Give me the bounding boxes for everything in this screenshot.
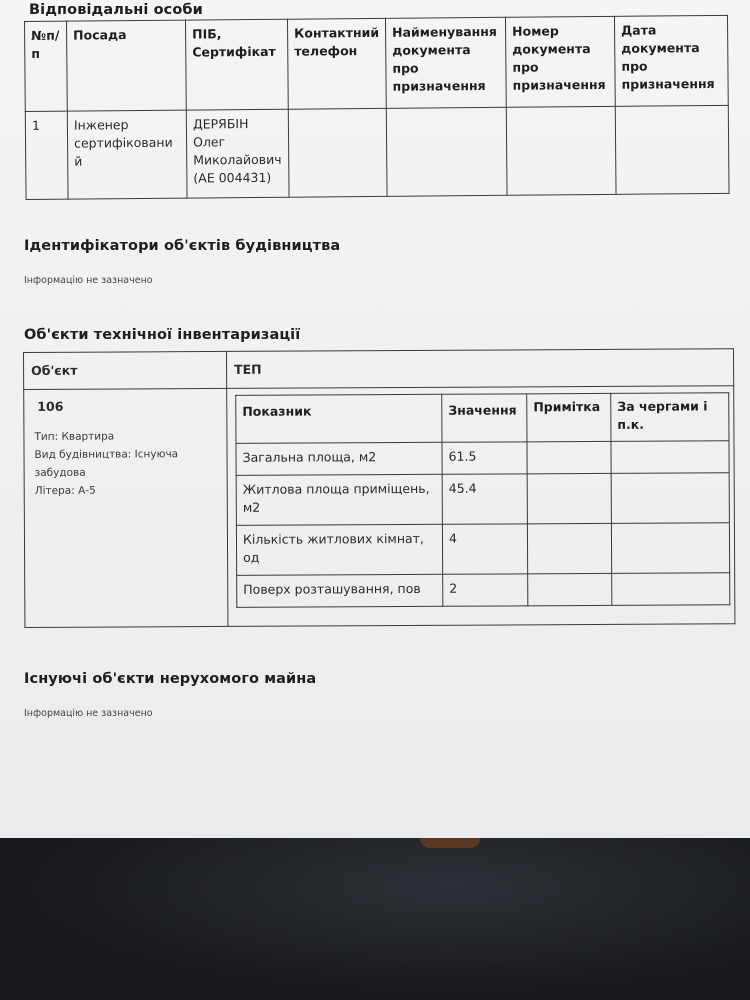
object-cell bbox=[24, 388, 228, 627]
table-row bbox=[236, 523, 729, 576]
col-header-indicator: Показник bbox=[236, 394, 442, 443]
note bbox=[527, 523, 611, 573]
stage bbox=[611, 473, 729, 524]
col-header-phone: Контактний телефон bbox=[287, 18, 386, 109]
identifiers-title: Ідентифікатори об'єктів будівництва bbox=[24, 238, 341, 254]
col-header-doc-number: Номер документа про призначення bbox=[505, 16, 615, 107]
col-header-doc-name: Найменування документа про призначення bbox=[385, 17, 506, 108]
col-header-stage: За чергами і п.к. bbox=[611, 393, 729, 442]
object-construction: забудова bbox=[34, 466, 86, 479]
tep-table bbox=[235, 392, 730, 608]
object-construction: Вид будівництва: Існуюча bbox=[34, 448, 179, 461]
table-row bbox=[237, 573, 730, 608]
identifiers-note: Інформацію не зазначено bbox=[24, 275, 153, 286]
col-header-position: Посада bbox=[67, 20, 187, 111]
object-number: 106 bbox=[37, 398, 64, 414]
note bbox=[527, 473, 611, 523]
table-header-row bbox=[25, 15, 729, 111]
object-type: Тип: Квартира bbox=[34, 430, 115, 443]
inventory-table bbox=[23, 348, 735, 628]
name-line: ДЕРЯБІН bbox=[192, 116, 249, 132]
value: 45.4 bbox=[442, 474, 527, 524]
col-header-number: №п/п bbox=[25, 21, 68, 111]
cell-phone bbox=[288, 108, 387, 197]
stage bbox=[611, 523, 729, 574]
col-header-value: Значення bbox=[442, 394, 527, 442]
certificate: (АЕ 004431) bbox=[193, 169, 272, 186]
cell-number: 1 bbox=[25, 111, 68, 199]
responsible-persons-table bbox=[24, 15, 730, 200]
col-header-doc-date: Дата документа про призначення bbox=[614, 15, 728, 106]
object-letter: Літера: А-5 bbox=[34, 484, 96, 497]
tep-cell bbox=[227, 386, 735, 627]
value: 2 bbox=[443, 574, 528, 606]
table-row bbox=[236, 441, 729, 476]
existing-objects-note: Інформацію не зазначено bbox=[24, 708, 153, 719]
cell-doc-number bbox=[506, 106, 616, 195]
note bbox=[527, 441, 611, 473]
col-header-object: Об'єкт bbox=[24, 351, 227, 389]
indicator: Загальна площа, м2 bbox=[236, 442, 442, 475]
col-header-note: Примітка bbox=[527, 393, 611, 441]
stage bbox=[612, 573, 730, 606]
cell-name bbox=[186, 109, 289, 198]
col-header-name-certificate: ПІБ, Сертифікат bbox=[185, 19, 288, 110]
indicator: Кількість житлових кімнат, од bbox=[236, 524, 442, 575]
tep-header-row bbox=[236, 393, 729, 444]
inventory-row bbox=[24, 386, 735, 628]
col-header-tep: ТЕП bbox=[226, 349, 733, 389]
indicator: Житлова площа приміщень, м2 bbox=[236, 474, 442, 525]
cell-position: Інженер сертифікований bbox=[67, 110, 187, 199]
table-row bbox=[236, 473, 729, 526]
cell-doc-name bbox=[386, 107, 507, 196]
stage bbox=[611, 441, 729, 474]
name-line: Олег bbox=[192, 134, 226, 150]
inventory-header-row bbox=[24, 349, 734, 390]
note bbox=[528, 573, 612, 605]
background-surface bbox=[0, 838, 750, 1000]
value: 61.5 bbox=[442, 442, 527, 474]
cell-doc-date bbox=[615, 105, 729, 194]
inventory-title: Об'єкти технічної інвентаризації bbox=[24, 327, 301, 343]
responsible-persons-title: Відповідальні особи bbox=[29, 2, 203, 18]
existing-objects-title: Існуючі об'єкти нерухомого майна bbox=[24, 671, 317, 687]
name-line: Миколайович bbox=[193, 151, 282, 168]
table-row bbox=[25, 105, 729, 199]
background-object bbox=[420, 838, 480, 848]
indicator: Поверх розташування, пов bbox=[237, 574, 443, 607]
value: 4 bbox=[442, 524, 527, 574]
